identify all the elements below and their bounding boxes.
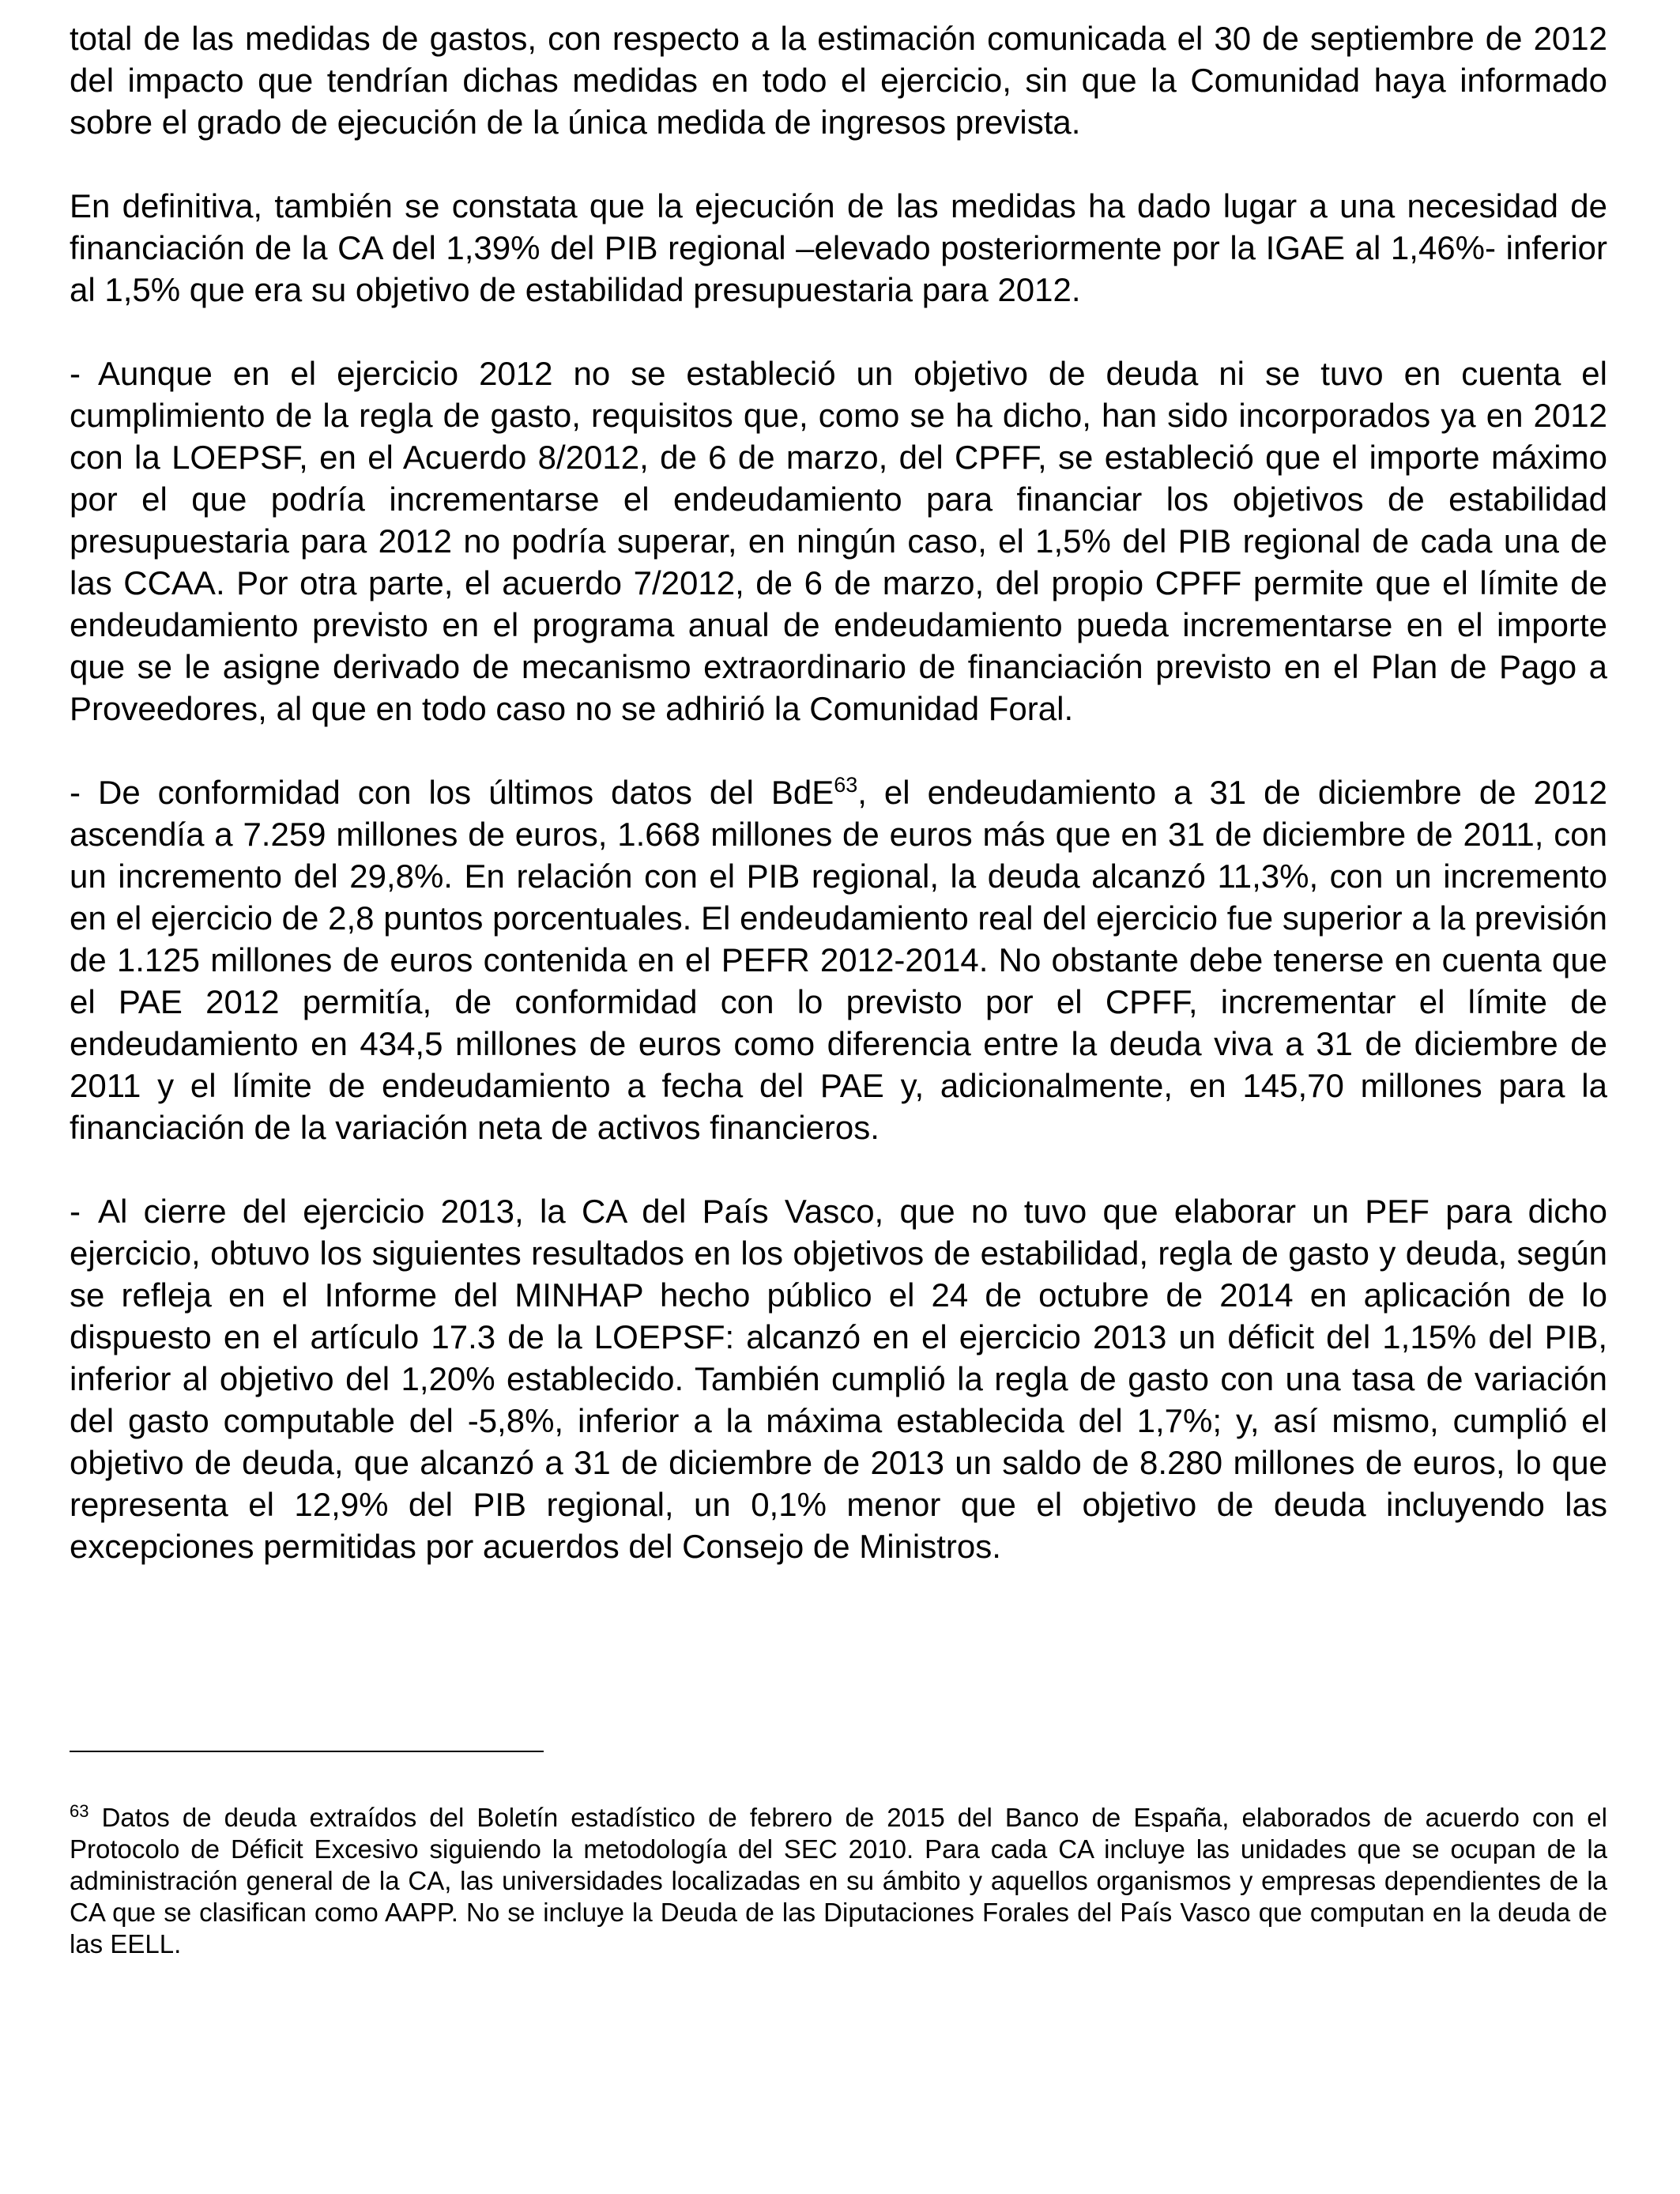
footnote-separator bbox=[70, 1751, 544, 1752]
bullet-dash: - bbox=[70, 1193, 81, 1230]
bullet-dash: - bbox=[70, 774, 81, 811]
paragraph-text: total de las medidas de gastos, con respecto a la estimación comunicada el 30 de septiembre de 2012 del impacto que tendrían dichas medidas en todo el ejercicio, sin que la Comunidad haya informado sobre el grado de ejecución de la única medida de ingresos prevista. bbox=[70, 20, 1607, 141]
footnote-text: Datos de deuda extraídos del Boletín estadístico de febrero de 2015 del Banco de España, elaborados de acuerdo con el Protocolo de Déficit Excesivo siguiendo la metodología del SEC 2010. Para cada CA incluye las unidades que se ocupan de la administración general de la CA, las universidades localizadas en su ámbito y aquellos organismos y empresas dependientes de la CA que se clasifican como AAPP. No se incluye la Deuda de las Diputaciones Forales del País Vasco que computan en la deuda de las EELL. bbox=[70, 1803, 1607, 1958]
paragraph bbox=[70, 185, 1607, 311]
paragraph-text: De conformidad con los últimos datos del BdE bbox=[98, 774, 834, 811]
bullet-dash: - bbox=[70, 355, 81, 392]
paragraph-text: Aunque en el ejercicio 2012 no se estableció un objetivo de deuda ni se tuvo en cuenta el cumplimiento de la regla de gasto, requisitos que, como se ha dicho, han sido incorporados ya en 2012 con la LOEPSF, en el Acuerdo 8/2012, de 6 de marzo, del CPFF, se estableció que el importe máximo por el que podría incrementarse el endeudamiento para financiar los objetivos de estabilidad presupuestaria para 2012 no podría superar, en ningún caso, el 1,5% del PIB regional de cada una de las CCAA. Por otra parte, el acuerdo 7/2012, de 6 de marzo, del propio CPFF permite que el límite de endeudamiento previsto en el programa anual de endeudamiento pueda incrementarse en el importe que se le asigne derivado de mecanismo extraordinario de financiación previsto en el Plan de Pago a Proveedores, al que en todo caso no se adhirió la Comunidad Foral. bbox=[70, 355, 1607, 727]
footnote-reference: 63 bbox=[834, 773, 858, 797]
body-text bbox=[70, 17, 1607, 1567]
footnote bbox=[70, 1802, 1607, 1960]
footnote-number: 63 bbox=[70, 1801, 89, 1821]
bullet-paragraph bbox=[70, 352, 1607, 729]
paragraph-text: Al cierre del ejercicio 2013, la CA del País Vasco, que no tuvo que elaborar un PEF para dicho ejercicio, obtuvo los siguientes resultados en los objetivos de estabilidad, regla de gasto y deuda, según se refleja en el Informe del MINHAP hecho público el 24 de octubre de 2014 en aplicación de lo dispuesto en el artículo 17.3 de la LOEPSF: alcanzó en el ejercicio 2013 un déficit del 1,15% del PIB, inferior al objetivo del 1,20% establecido. También cumplió la regla de gasto con una tasa de variación del gasto computable del -5,8%, inferior a la máxima establecida del 1,7%; y, así mismo, cumplió el objetivo de deuda, que alcanzó a 31 de diciembre de 2013 un saldo de 8.280 millones de euros, lo que representa el 12,9% del PIB regional, un 0,1% menor que el objetivo de deuda incluyendo las excepciones permitidas por acuerdos del Consejo de Ministros. bbox=[70, 1193, 1607, 1565]
paragraph-text: En definitiva, también se constata que la ejecución de las medidas ha dado lugar a una necesidad de financiación de la CA del 1,39% del PIB regional –elevado posteriormente por la IGAE al 1,46%- inferior al 1,5% que era su objetivo de estabilidad presupuestaria para 2012. bbox=[70, 187, 1607, 308]
paragraph-text: , el endeudamiento a 31 de diciembre de 2012 ascendía a 7.259 millones de euros, 1.668 millones de euros más que en 31 de diciembre de 2011, con un incremento del 29,8%. En relación con el PIB regional, la deuda alcanzó 11,3%, con un incremento en el ejercicio de 2,8 puntos porcentuales. El endeudamiento real del ejercicio fue superior a la previsión de 1.125 millones de euros contenida en el PEFR 2012-2014. No obstante debe tenerse en cuenta que el PAE 2012 permitía, de conformidad con lo previsto por el CPFF, incrementar el límite de endeudamiento en 434,5 millones de euros como diferencia entre la deuda viva a 31 de diciembre de 2011 y el límite de endeudamiento a fecha del PAE y, adicionalmente, en 145,70 millones para la financiación de la variación neta de activos financieros. bbox=[70, 774, 1607, 1146]
bullet-paragraph bbox=[70, 771, 1607, 1148]
bullet-paragraph bbox=[70, 1190, 1607, 1567]
paragraph bbox=[70, 17, 1607, 143]
